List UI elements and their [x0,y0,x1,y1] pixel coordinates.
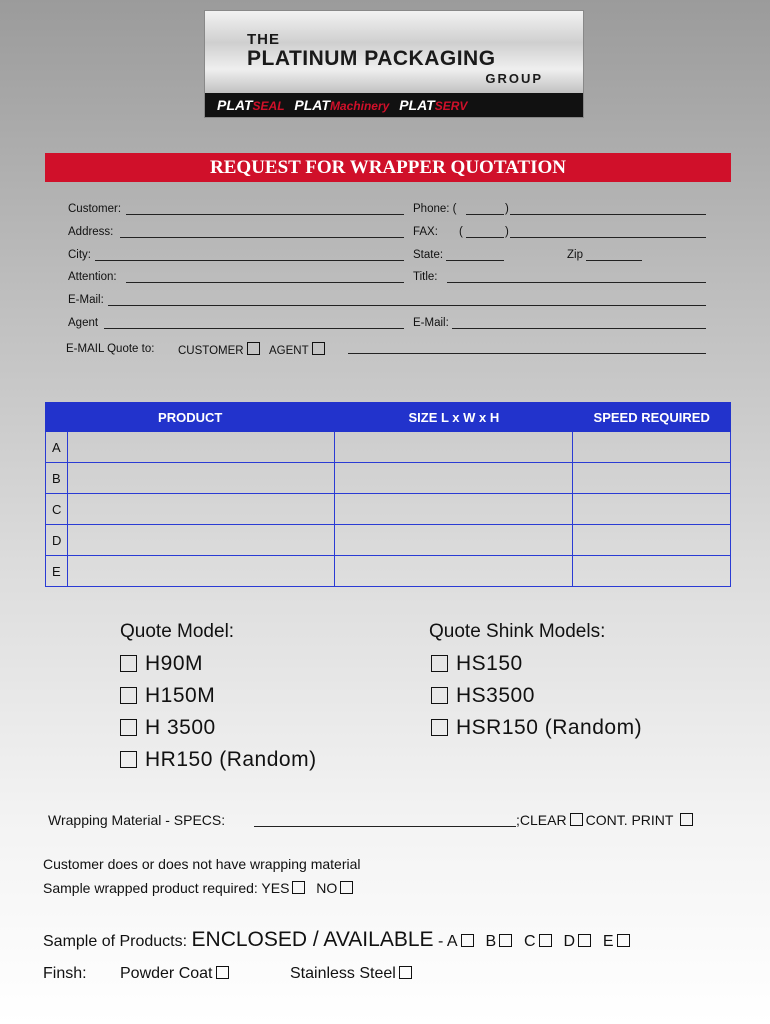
agent-email-field[interactable] [452,317,706,329]
state-label: State: [413,249,444,261]
shrink-option-hs3500[interactable] [431,684,535,708]
size-cell[interactable] [335,525,573,556]
checkbox[interactable] [120,687,137,704]
row-label: C [46,494,68,525]
phone-label: Phone: ( [413,203,457,215]
checkbox[interactable] [120,751,137,768]
print-label: CONT. PRINT [585,812,674,828]
model-option-h90m[interactable] [120,652,203,676]
checkbox[interactable] [431,655,448,672]
email-quote-options [178,342,328,357]
brand-plat: PLAT [294,97,330,113]
address-label: Address: [68,226,114,238]
customer-field[interactable] [126,203,404,215]
finish-label: Finsh: [43,965,87,982]
attention-field[interactable] [126,271,404,283]
customer-label: Customer: [68,203,122,215]
yes-checkbox[interactable] [292,881,305,894]
model-label: HR150 (Random) [145,748,317,771]
phone-field[interactable] [510,203,706,215]
sample-wrapped-label: Sample wrapped product required: YES [43,880,290,896]
row-label: B [46,463,68,494]
stainless-label: Stainless Steel [290,965,396,982]
email-field[interactable] [108,294,706,306]
attention-label: Attention: [68,271,117,283]
title-field[interactable] [447,271,706,283]
d-checkbox[interactable] [578,934,591,947]
logo-the: THE [247,31,280,48]
product-cell[interactable] [68,556,335,587]
no-label: NO [316,880,338,896]
fax-field[interactable] [510,226,706,238]
agent-checkbox[interactable] [312,342,325,355]
brand-serv: SERV [434,99,468,113]
clear-label: ;CLEAR [516,812,567,828]
b-checkbox[interactable] [499,934,512,947]
size-cell[interactable] [335,556,573,587]
agent-field[interactable] [104,317,404,329]
city-field[interactable] [95,249,404,261]
shrink-option-hs150[interactable] [431,652,523,676]
paren-close: ) [505,226,509,238]
fax-area-field[interactable] [466,226,504,238]
customer-option-label: CUSTOMER [178,345,244,357]
model-label: H150M [145,684,216,707]
model-label: HSR150 (Random) [456,716,643,739]
product-header: PRODUCT [46,403,335,432]
speed-header: SPEED REQUIRED [573,403,731,432]
zip-label: Zip [567,249,583,261]
no-checkbox[interactable] [340,881,353,894]
brand-seal: SEAL [252,99,285,113]
email-quote-field[interactable] [348,342,706,354]
table-row [46,556,731,587]
city-label: City: [68,249,91,261]
fax-paren: ( [459,226,463,238]
title-label: Title: [413,271,438,283]
table-row [46,463,731,494]
agent-option-label: AGENT [269,345,309,357]
option-c: C [524,933,536,950]
powder-coat-label: Powder Coat [120,965,213,982]
customer-material-text: Customer does or does not have wrapping material [43,856,361,872]
speed-cell[interactable] [573,432,731,463]
sample-wrapped-row [43,880,356,896]
company-logo [204,10,584,118]
model-option-hr150[interactable] [120,748,317,772]
print-checkbox[interactable] [680,813,693,826]
table-row [46,494,731,525]
logo-brand-bar [205,93,583,117]
quote-shrink-heading: Quote Shink Models: [429,621,606,642]
wrapping-options [516,812,696,828]
model-label: HS150 [456,652,523,675]
email-quote-label: E-MAIL Quote to: [66,343,155,355]
row-label: E [46,556,68,587]
a-checkbox[interactable] [461,934,474,947]
phone-area-field[interactable] [466,203,504,215]
zip-field[interactable] [586,249,642,261]
paren-close: ) [505,203,509,215]
product-cell[interactable] [68,432,335,463]
model-option-h3500[interactable] [120,716,216,740]
brand-plat: PLAT [399,97,435,113]
agent-email-label: E-Mail: [413,317,449,329]
checkbox[interactable] [120,655,137,672]
model-label: H90M [145,652,204,675]
wrapping-label: Wrapping Material - SPECS: [48,812,226,828]
row-label: A [46,432,68,463]
address-field[interactable] [120,226,404,238]
speed-cell[interactable] [573,494,731,525]
agent-label: Agent [68,317,99,329]
c-checkbox[interactable] [539,934,552,947]
option-a: - A [437,933,458,950]
option-e: E [602,933,614,950]
e-checkbox[interactable] [617,934,630,947]
sample-products-label: Sample of Products: [43,933,188,950]
state-field[interactable] [446,249,504,261]
size-header: SIZE L x W x H [335,403,573,432]
speed-cell[interactable] [573,463,731,494]
option-d: D [563,933,576,950]
model-label: HS3500 [456,684,535,707]
customer-checkbox[interactable] [247,342,260,355]
speed-cell[interactable] [573,525,731,556]
size-cell[interactable] [335,432,573,463]
model-label: H 3500 [145,716,216,739]
size-cell[interactable] [335,463,573,494]
sample-products-row [43,928,633,952]
logo-name: PLATINUM PACKAGING [247,47,496,70]
table-row [46,525,731,556]
table-row [46,432,731,463]
speed-cell[interactable] [573,556,731,587]
shrink-option-hsr150[interactable] [431,716,642,740]
wrapping-specs-field[interactable] [254,813,516,827]
powder-coat-option [120,965,232,983]
fax-label: FAX: [413,226,438,238]
product-cell[interactable] [68,494,335,525]
size-cell[interactable] [335,494,573,525]
product-table [45,402,731,587]
stainless-option [290,965,415,983]
powder-coat-checkbox[interactable] [216,966,229,979]
stainless-checkbox[interactable] [399,966,412,979]
row-label: D [46,525,68,556]
brand-plat: PLAT [217,97,253,113]
option-b: B [485,933,497,950]
model-option-h150m[interactable] [120,684,215,708]
checkbox[interactable] [120,719,137,736]
email-label: E-Mail: [68,294,104,306]
checkbox[interactable] [431,687,448,704]
form-title: REQUEST FOR WRAPPER QUOTATION [45,153,731,182]
checkbox[interactable] [431,719,448,736]
logo-group: GROUP [485,71,543,86]
brand-machinery: Machinery [329,99,390,113]
clear-checkbox[interactable] [570,813,583,826]
product-cell[interactable] [68,525,335,556]
quote-model-heading: Quote Model: [120,621,235,642]
enclosed-available: ENCLOSED / AVAILABLE [191,928,434,951]
product-cell[interactable] [68,463,335,494]
